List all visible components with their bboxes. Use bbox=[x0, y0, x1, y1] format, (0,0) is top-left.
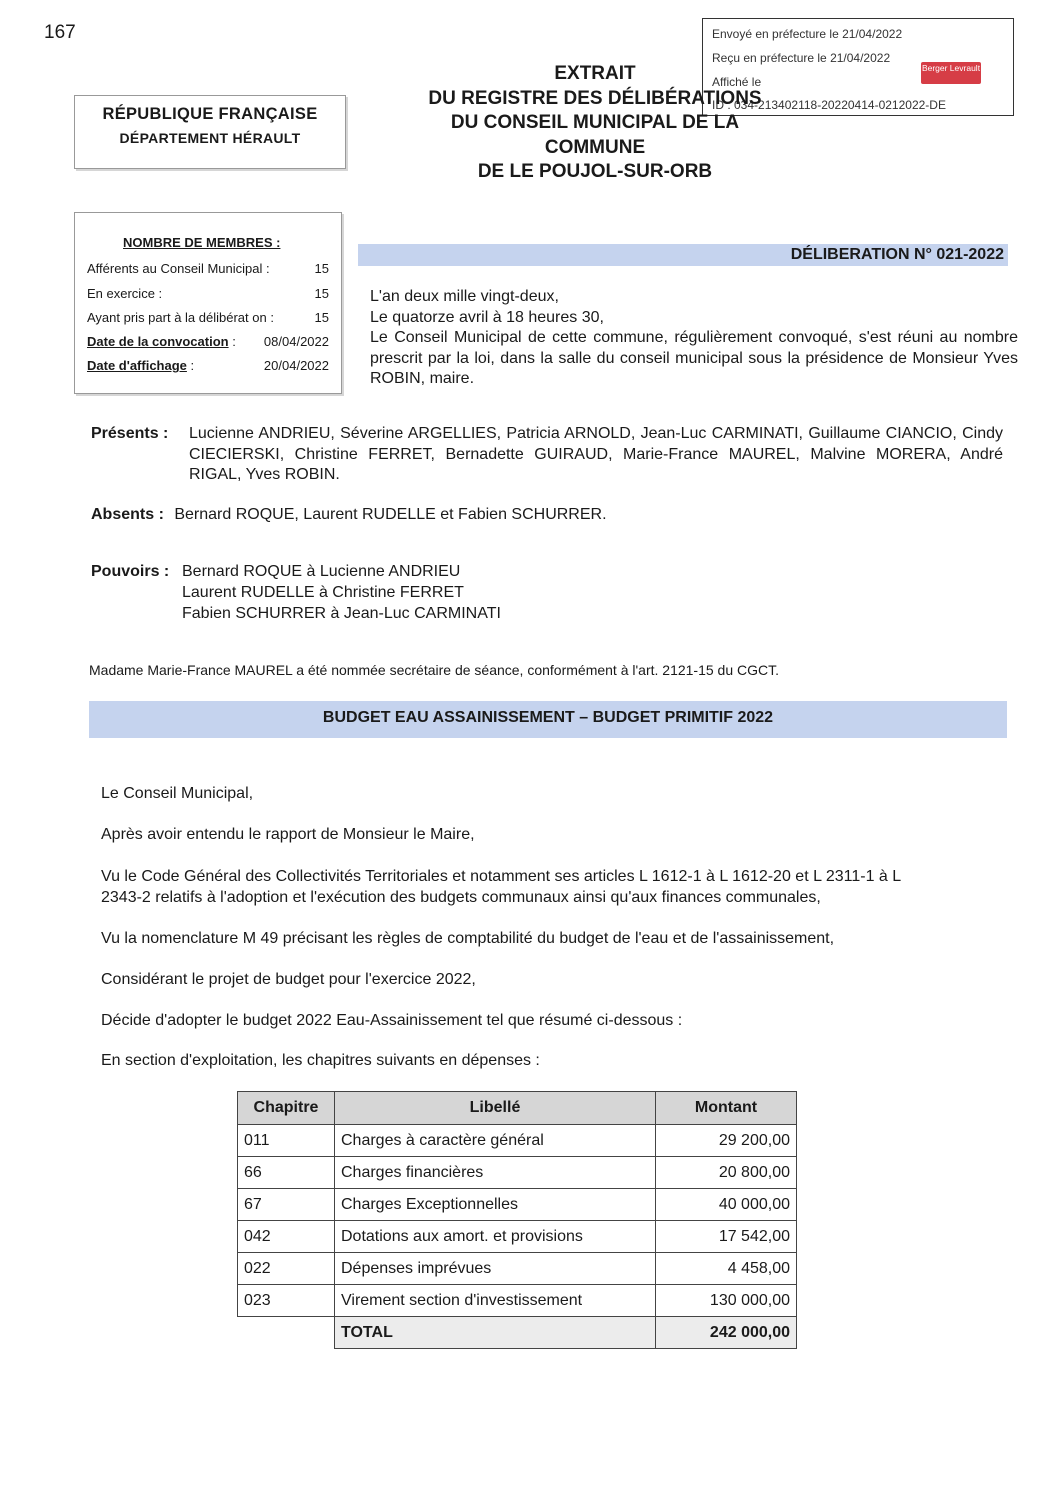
members-row-value: 15 bbox=[314, 286, 329, 301]
members-row-value: 15 bbox=[314, 261, 329, 276]
body-paragraph: Vu le Code Général des Collectivités Territoriales et notamment ses articles L 1612-1 à L 1612-20 et L 2311-1 à L bbox=[101, 868, 902, 885]
stamp-posted: Affiché le bbox=[712, 75, 762, 89]
body-paragraph: En section d'exploitation, les chapitres suivants en dépenses : bbox=[101, 1052, 540, 1069]
cell-montant: 20 800,00 bbox=[656, 1157, 797, 1189]
cell-libelle: Charges financières bbox=[335, 1157, 656, 1189]
republic-header bbox=[74, 95, 346, 169]
title-line: COMMUNE bbox=[544, 136, 646, 158]
members-row-label: Afférents au Conseil Municipal : bbox=[87, 261, 270, 276]
title-line: EXTRAIT bbox=[554, 63, 636, 84]
proxy-line: Fabien SCHURRER à Jean-Luc CARMINATI bbox=[182, 605, 501, 622]
members-row-label: En exercice : bbox=[87, 286, 163, 301]
cell-montant: 17 542,00 bbox=[656, 1221, 797, 1253]
cell-montant: 4 458,00 bbox=[656, 1253, 797, 1285]
table-row bbox=[238, 1285, 797, 1317]
cell-chapitre: 67 bbox=[238, 1189, 335, 1221]
stamp-received: Reçu en préfecture le 21/04/2022 bbox=[712, 51, 891, 65]
berger-levrault-logo: Berger Levrault bbox=[921, 62, 981, 84]
table-row bbox=[238, 1125, 797, 1157]
body-paragraph: 2343-2 relatifs à l'adoption et l'exécution des budgets communaux ainsi qu'aux finances communales, bbox=[101, 889, 821, 906]
cell-libelle: Charges à caractère général bbox=[335, 1125, 656, 1157]
total-label: TOTAL bbox=[335, 1317, 656, 1349]
subject-title: BUDGET EAU ASSAINISSEMENT – BUDGET PRIMITIF 2022 bbox=[89, 701, 1007, 738]
document-title bbox=[380, 62, 810, 185]
members-row-value: 15 bbox=[314, 310, 329, 325]
table-row bbox=[238, 1157, 797, 1189]
absent-names: Bernard ROQUE, Laurent RUDELLE et Fabien SCHURRER. bbox=[174, 506, 607, 523]
table-total-row bbox=[238, 1317, 797, 1349]
cell-montant: 40 000,00 bbox=[656, 1189, 797, 1221]
members-row bbox=[87, 286, 329, 301]
proxy-label: Pouvoirs : bbox=[91, 563, 170, 580]
body-paragraph: Décide d'adopter le budget 2022 Eau-Assainissement tel que résumé ci-dessous : bbox=[101, 1012, 683, 1029]
members-row-label: Ayant pris part à la délibérat on : bbox=[87, 310, 274, 325]
cell-libelle: Dépenses imprévues bbox=[335, 1253, 656, 1285]
title-line: DE LE POUJOL-SUR-ORB bbox=[477, 161, 713, 182]
convocation-date-value: 08/04/2022 bbox=[263, 334, 329, 349]
cell-chapitre: 042 bbox=[238, 1221, 335, 1253]
header-montant: Montant bbox=[656, 1092, 797, 1125]
members-row bbox=[87, 310, 329, 325]
present-names: Lucienne ANDRIEU, Séverine ARGELLIES, Patricia ARNOLD, Jean-Luc CARMINATI, Guillaume CIANCIO, Cindy CIECIERSKI, Christine FERRET, Bernadette GUIRAUD, Marie-France MAUREL, Malvine MORERA, André RIGAL, Yves ROBIN. bbox=[189, 425, 1003, 483]
body-paragraph: Considérant le projet de budget pour l'exercice 2022, bbox=[101, 971, 476, 988]
posting-date-label: Date d'affichage bbox=[87, 358, 187, 373]
absent-label: Absents : bbox=[91, 506, 164, 523]
proxy-line: Bernard ROQUE à Lucienne ANDRIEU bbox=[182, 563, 461, 580]
table-row bbox=[238, 1253, 797, 1285]
table-header-row bbox=[238, 1092, 797, 1125]
body-paragraph: Après avoir entendu le rapport de Monsieur le Maire, bbox=[101, 826, 475, 843]
total-value: 242 000,00 bbox=[656, 1317, 797, 1349]
cell-libelle: Dotations aux amort. et provisions bbox=[335, 1221, 656, 1253]
stamp-id: ID : 034-213402118-20220414-0212022-DE bbox=[712, 98, 946, 112]
members-title: NOMBRE DE MEMBRES : bbox=[123, 235, 281, 250]
proxy-line: Laurent RUDELLE à Christine FERRET bbox=[182, 584, 464, 601]
members-row bbox=[87, 261, 329, 276]
members-row: Date de la convocation : 08/04/2022 bbox=[87, 334, 329, 349]
convocation-date-label: Date de la convocation bbox=[87, 334, 229, 349]
title-line: DU REGISTRE DES DÉLIBÉRATIONS bbox=[428, 87, 762, 109]
intro-line: Le Conseil Municipal de cette commune, régulièrement convoqué, s'est réuni au nombre prescrit par la loi, dans la salle du conseil municipal sous la présidence de Monsieur Yves ROBIN, maire. bbox=[370, 329, 1018, 387]
cell-empty bbox=[238, 1317, 335, 1349]
intro-line: Le quatorze avril à 18 heures 30, bbox=[370, 308, 604, 326]
cell-chapitre: 011 bbox=[238, 1125, 335, 1157]
republic-label: RÉPUBLIQUE FRANÇAISE bbox=[102, 105, 318, 123]
cell-montant: 29 200,00 bbox=[656, 1125, 797, 1157]
present-label: Présents : bbox=[91, 425, 169, 442]
body-paragraph: Vu la nomenclature M 49 précisant les règles de comptabilité du budget de l'eau et de l'assainissement, bbox=[101, 930, 835, 947]
absent-block bbox=[91, 506, 607, 524]
cell-libelle: Virement section d'investissement bbox=[335, 1285, 656, 1317]
secretary-note: Madame Marie-France MAUREL a été nommée secrétaire de séance, conformément à l'art. 2121-15 du CGCT. bbox=[89, 662, 780, 678]
cell-libelle: Charges Exceptionnelles bbox=[335, 1189, 656, 1221]
stamp-sent: Envoyé en préfecture le 21/04/2022 bbox=[712, 27, 903, 41]
budget-table bbox=[237, 1091, 797, 1349]
department-label: DÉPARTEMENT HÉRAULT bbox=[119, 130, 301, 146]
header-libelle: Libellé bbox=[335, 1092, 656, 1125]
table-row bbox=[238, 1189, 797, 1221]
intro-line: L'an deux mille vingt-deux, bbox=[370, 288, 559, 305]
intro-text bbox=[370, 287, 1018, 390]
header-chapitre: Chapitre bbox=[238, 1092, 335, 1125]
present-block bbox=[91, 424, 1005, 483]
members-row: Date d'affichage : 20/04/2022 bbox=[87, 358, 329, 373]
cell-chapitre: 66 bbox=[238, 1157, 335, 1189]
members-box bbox=[74, 212, 342, 394]
title-line: DU CONSEIL MUNICIPAL DE LA bbox=[450, 112, 740, 133]
page-number: 167 bbox=[44, 22, 76, 43]
cell-montant: 130 000,00 bbox=[656, 1285, 797, 1317]
cell-chapitre: 023 bbox=[238, 1285, 335, 1317]
cell-chapitre: 022 bbox=[238, 1253, 335, 1285]
posting-date-value: 20/04/2022 bbox=[263, 358, 329, 373]
deliberation-number: DÉLIBERATION N° 021-2022 bbox=[358, 244, 1008, 266]
body-paragraph: Le Conseil Municipal, bbox=[101, 785, 254, 802]
table-row bbox=[238, 1221, 797, 1253]
